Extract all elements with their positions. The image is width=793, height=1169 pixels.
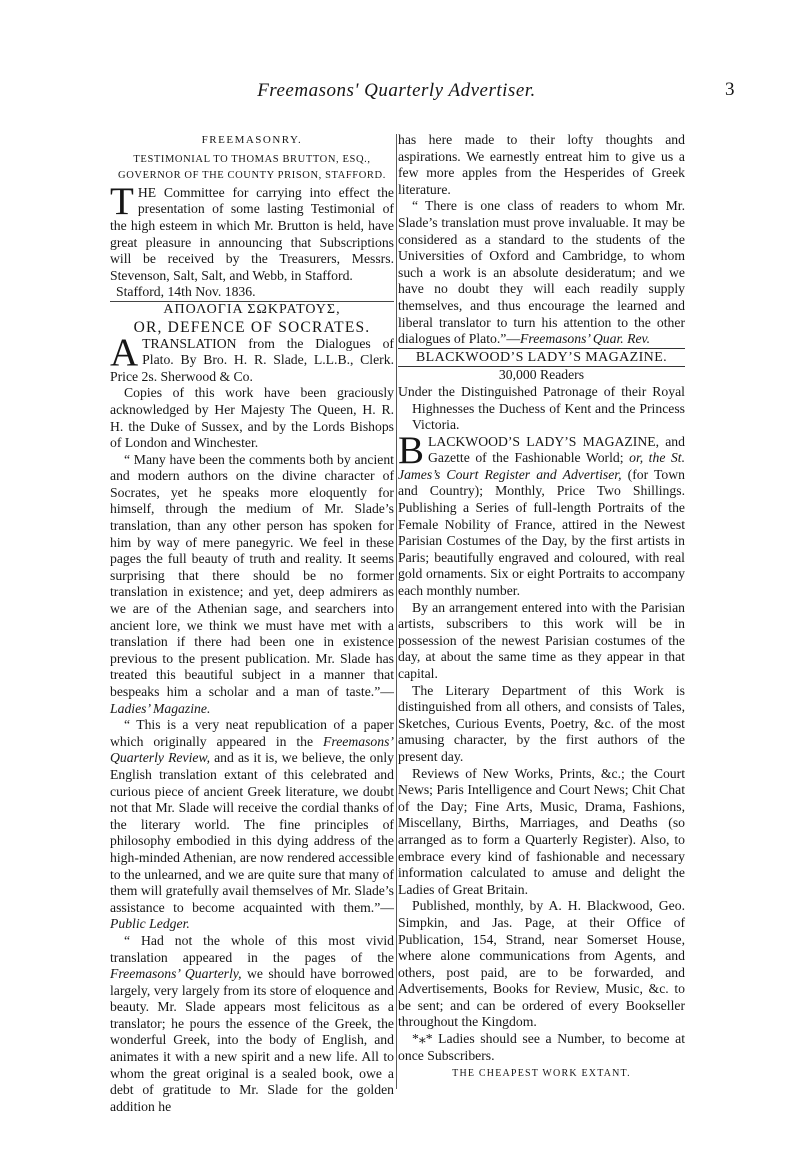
testimonial-notice xyxy=(110,179,394,285)
readers-count: 30,000 Readers xyxy=(498,367,585,383)
patronage-line: Under the Distinguished Patronage of their Royal Highnesses the Duchess of Kent and the Princess Victoria. xyxy=(398,383,685,433)
description-text: LACKWOOD’S LADY’S MAGAZINE, and Gazette of the Fashionable World; xyxy=(428,433,685,466)
asterism: *⁎* xyxy=(412,1031,433,1047)
continued-text: has here made to their lofty thoughts and aspirations. We earnestly entreat him to give us a few more apples from the Hesperides of Greek literature. xyxy=(398,132,685,197)
quote-source: Public Ledger. xyxy=(110,916,190,932)
drop-cap: T xyxy=(110,179,134,223)
review-quote xyxy=(110,717,394,933)
review-quote xyxy=(398,198,685,347)
quote-text: “ This is a very neat republication of a paper which originally appeared in the xyxy=(110,717,394,749)
greek-title: ΑΠΟΛΟΓΙΑ ΣΩΚΡΑΤΟΥΣ, xyxy=(163,301,341,317)
journal-name: Freemasons’ Quarterly, xyxy=(110,966,242,982)
testimonial-subheading: GOVERNOR OF THE COUNTY PRISON, STAFFORD. xyxy=(118,170,386,182)
journal-name: Freemasons’ Quarterly Review, xyxy=(110,733,394,766)
quote-text: “ Many have been the comments both by ancient and modern authors on the divine character of Socrates, yet he speaks more eloquently for himself, through the medium of Mr. Slade’s translation, than any other person has spoken for him by way of mere panegyric. We feel in these pages the full beauty of truth and reality. It seems surprising that there should be no former translation in existence; and yet, deep admirers as we are of the Athenian sage, and searchers into ancient lore, we think we must have met with a translation if there had been one in existence previous to the present publication. Mr. Slade has treated this beautiful subject in a manner that bespeaks him a scholar and a man of taste.”— xyxy=(110,451,394,699)
notice-text: HE Committee for carrying into effect the presentation of some lasting Testimonial of the high esteem in which Mr. Brutton is held, have great pleasure in announcing that Subscriptions will be received by the Treasurers, Messrs. Stevenson, Salt, Salt, and Webb, in Stafford. xyxy=(110,184,394,283)
page-number: 3 xyxy=(725,79,735,100)
notice-text: Ladies should see a Number, to become at once Subscribers. xyxy=(398,1031,685,1063)
drop-cap: A xyxy=(110,330,139,374)
paragraph: Reviews of New Works, Prints, &c.; the Court News; Paris Intelligence and Court News; Chit Chat of the Day; Fine Arts, Music, Drama, Fashions, Miscellany, Births, Marriages, and Deaths (so arranged as to form a Quarterly Register). Also, to embrace every kind of fashionable and necessary information calculated to amuse and delight the Ladies of Great Britain. xyxy=(398,765,685,897)
book-title: OR, DEFENCE OF SOCRATES. xyxy=(133,318,371,336)
quote-text: we should have borrowed largely, very largely from its store of eloquence and beauty. Mr. Slade appears most felicitous as a translator; he pours the essence of the Greek, the wonderful Greek, into the body of English, and animates it with a new spirit and a new life. All to whom the great original is a sealed book, owe a debt of gratitude to Mr. Slade for the golden addition he xyxy=(110,966,394,1114)
quote-source: Ladies’ Magazine. xyxy=(110,700,211,716)
paragraph: By an arrangement entered into with the Parisian artists, subscribers to this work will be in possession of the newest Parisian costumes of the day, at about the same time as they appear in that capital. xyxy=(398,599,685,681)
notice-date: Stafford, 14th Nov. 1836. xyxy=(110,284,394,302)
testimonial-heading: TESTIMONIAL TO THOMAS BRUTTON, ESQ., xyxy=(133,153,371,165)
quote-text: “ There is one class of readers to whom Mr. Slade’s translation must prove invaluable. It may be considered as a standard to the students of the Universities of Oxford and Cambridge, to whom such a work is an absolute desideratum; and we have no doubt they will each readily supply themselves, and thus encourage the learned and liberal translator to turn his attention to the other dialogues of Plato.”— xyxy=(398,198,685,347)
description-italic: or, the St. James’s Court Register and Advertiser, xyxy=(398,450,685,482)
paragraph: The Literary Department of this Work is distinguished from all others, and consists of Tales, Sketches, Curious Events, Poetry, &c. of the most amusing character, by the first authors of the present day. xyxy=(398,682,685,764)
quote-source: Freemasons’ Quar. Rev. xyxy=(520,331,651,347)
quote-text: “ Had not the whole of this most vivid translation appeared in the pages of the xyxy=(110,932,394,965)
magazine-description xyxy=(398,428,685,600)
translation-notice xyxy=(110,330,394,386)
quote-text: and as it is, we believe, the only English translation extant of this celebrated and curious piece of ancient Greek literature, we doubt not that Mr. Slade will receive the cordial thanks of the literary world. The fine principles of philosophy embodied in this dying address of the high-minded Athenian, are now rendered accessible to the unlearned, and we are quite sure that many of them will gratefully avail themselves of Mr. Slade’s assistance to become acquainted with them.”— xyxy=(110,750,394,915)
column-rule xyxy=(396,134,397,1089)
review-quote xyxy=(110,933,394,1116)
magazine-heading: BLACKWOOD’S LADY’S MAGAZINE. xyxy=(398,348,685,368)
translation-text: TRANSLATION from the Dialogues of Plato. By Bro. H. R. Slade, L.L.B., Clerk. Price 2s. Sherwood & Co. xyxy=(110,335,394,384)
drop-cap: B xyxy=(398,428,425,472)
section-heading: FREEMASONRY. xyxy=(201,134,303,146)
description-text: (for Town and Country); Monthly, Price Two Shillings. Publishing a Series of full-length Portraits of the Female Nobility of France, attired in the Newest Parisian Costumes of the Day, by the first artists in Paris; beautifully engraved and coloured, with real gold ornaments. Six or eight Portraits to accompany each monthly number. xyxy=(398,466,685,599)
right-column xyxy=(398,132,685,1083)
closing-heading: THE CHEAPEST WORK EXTANT. xyxy=(452,1068,631,1080)
left-column xyxy=(110,132,394,1115)
paragraph: Published, monthly, by A. H. Blackwood, Geo. Simpkin, and Jas. Page, at their Office of Publication, 154, Strand, near Somerset House, where alone communications from Agents, and others, post paid, are to be forwarded, and Advertisements, Books for Review, Music, &c. to be sent; and can be ordered of every Bookseller throughout the Kingdom. xyxy=(398,898,685,1030)
paragraph xyxy=(398,1031,685,1064)
review-quote xyxy=(110,452,394,718)
running-header-title: Freemasons' Quarterly Advertiser. xyxy=(257,80,536,101)
paragraph: Copies of this work have been graciously acknowledged by Her Majesty The Queen, H. R. H. the Duke of Sussex, and by the Lords Bishops of London and Winchester. xyxy=(110,385,394,451)
